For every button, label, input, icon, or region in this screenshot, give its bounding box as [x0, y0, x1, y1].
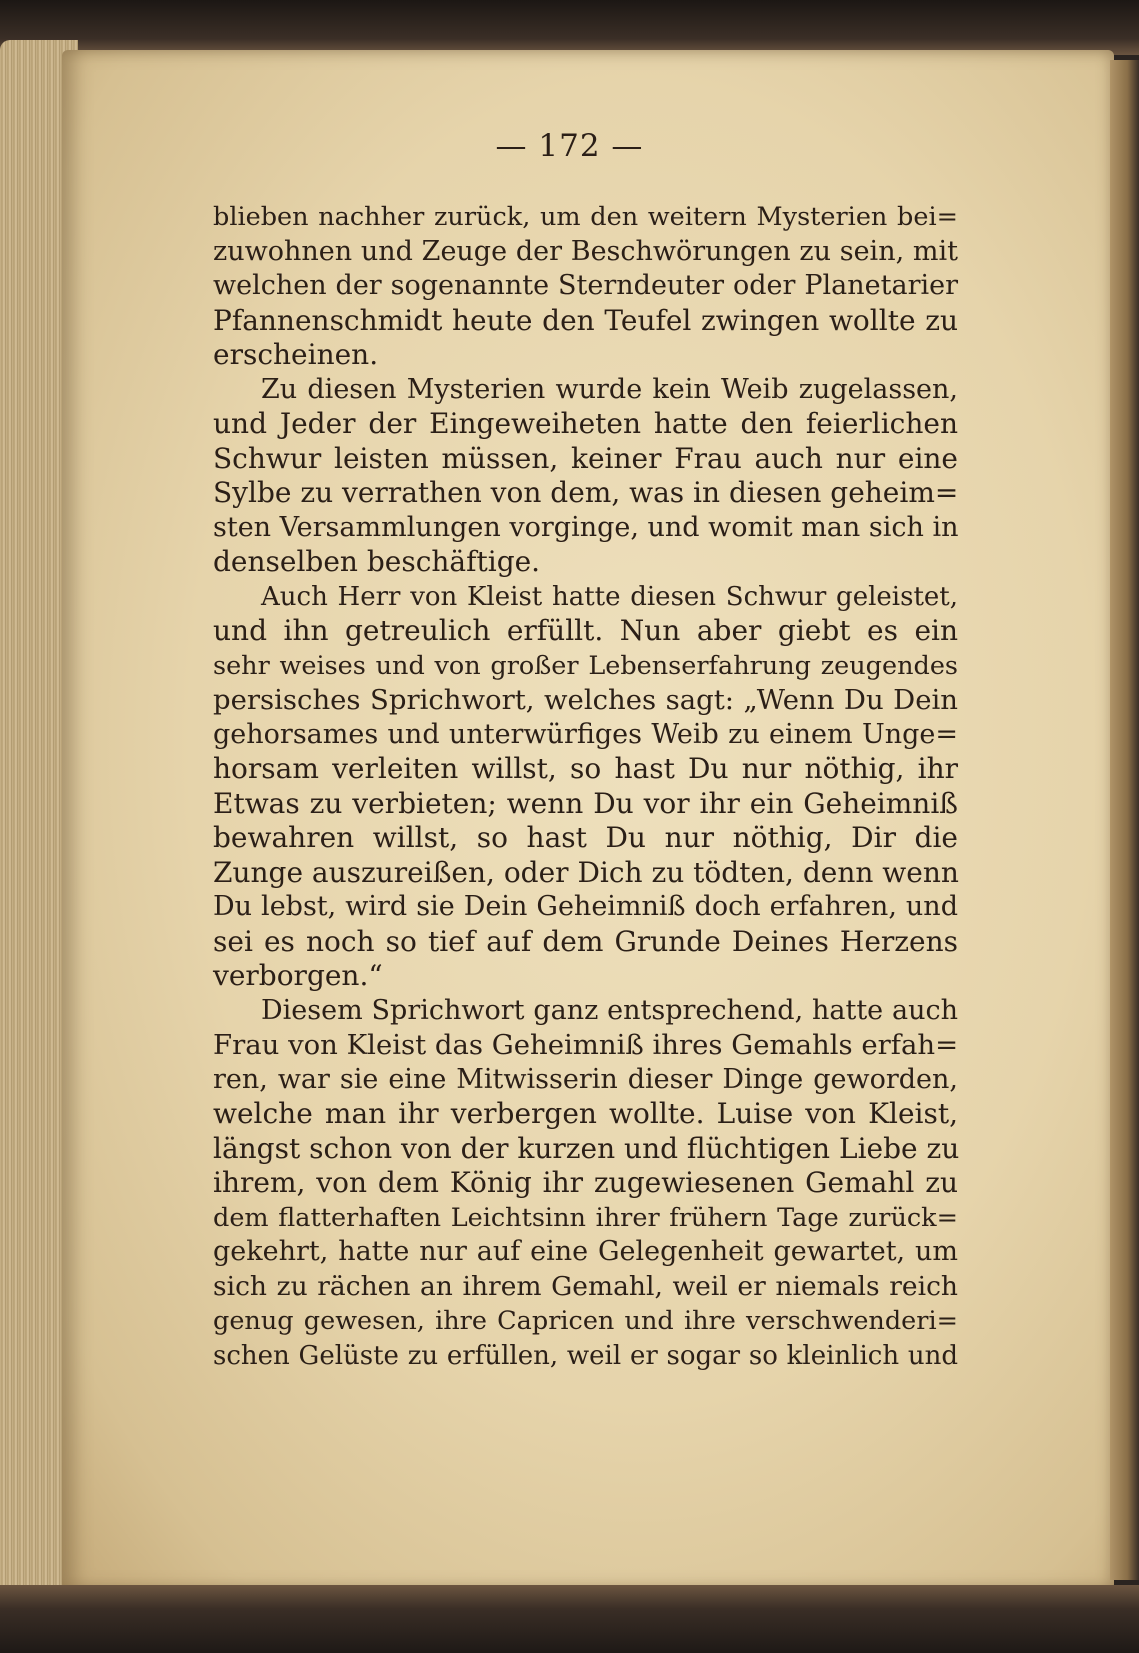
text-line: Schwur leisten müssen, keiner Frau auch nur eine — [213, 441, 958, 475]
text-line: genug gewesen, ihre Capricen und ihre verschwenderi= — [213, 1306, 958, 1336]
text-line: Etwas zu verbieten; wenn Du vor ihr ein Geheimniß — [213, 786, 958, 820]
text-line: verborgen.“ — [213, 959, 383, 992]
text-line: erscheinen. — [213, 338, 379, 371]
book-binding-bottom — [0, 1585, 1139, 1653]
text-line: sehr weises und von großer Lebenserfahrung zeugendes — [213, 650, 958, 681]
text-line: denselben beschäftige. — [213, 545, 541, 578]
body-text — [213, 200, 958, 1373]
text-line: persisches Sprichwort, welches sagt: „Wenn Du Dein — [213, 684, 958, 716]
text-line: sten Versammlungen vorginge, und womit man sich in — [213, 511, 959, 543]
text-line: sich zu rächen an ihrem Gemahl, weil er niemals reich — [213, 1270, 958, 1302]
book-binding-top — [0, 0, 1139, 55]
text-line: welche man ihr verbergen wollte. Luise von Kleist, — [213, 1097, 958, 1130]
text-line: Sylbe zu verrathen von dem, was in diesen geheim= — [213, 476, 959, 509]
text-line: Zu diesen Mysterien wurde kein Weib zugelassen, — [261, 373, 958, 405]
text-line: Auch Herr von Kleist hatte diesen Schwur geleistet, — [261, 581, 958, 612]
text-line: Zunge auszureißen, oder Dich zu tödten, denn wenn — [213, 855, 959, 889]
text-line: ihrem, von dem König ihr zugewiesenen Gemahl zu — [213, 1166, 958, 1199]
text-line: dem flatterhaften Leichtsinn ihrer frühern Tage zurück= — [213, 1202, 958, 1233]
page-edge-right — [1110, 60, 1139, 1580]
text-line: horsam verleiten willst, so hast Du nur nöthig, ihr — [213, 752, 958, 785]
text-line: schen Gelüste zu erfüllen, weil er sogar so kleinlich und — [213, 1340, 958, 1371]
text-line: sei es noch so tief auf dem Grunde Deines Herzens — [213, 924, 958, 958]
text-line: und ihn getreulich erfüllt. Nun aber giebt es ein — [213, 614, 958, 647]
text-line: gekehrt, hatte nur auf eine Gelegenheit gewartet, um — [213, 1236, 958, 1267]
text-line: und Jeder der Eingeweiheten hatte den feierlichen — [213, 407, 958, 440]
text-line: welchen der sogenannte Sterndeuter oder Planetarier — [213, 270, 958, 301]
text-line: ren, war sie eine Mitwisserin dieser Dinge geworden, — [213, 1063, 958, 1095]
text-line: zuwohnen und Zeuge der Beschwörungen zu sein, mit — [213, 235, 958, 267]
text-line: längst schon von der kurzen und flüchtigen Liebe zu — [213, 1131, 960, 1165]
text-line: gehorsames und unterwürfiges Weib zu einem Unge= — [213, 718, 958, 750]
text-line: blieben nachher zurück, um den weitern Mysterien bei= — [213, 202, 958, 232]
text-line: Du lebst, wird sie Dein Geheimniß doch erfahren, und — [213, 891, 958, 922]
text-line: bewahren willst, so hast Du nur nöthig, Dir die — [213, 821, 958, 854]
text-line: Pfannenschmidt heute den Teufel zwingen wollte zu — [213, 303, 958, 337]
text-line: Diesem Sprichwort ganz entsprechend, hatte auch — [261, 994, 958, 1026]
text-line: Frau von Kleist das Geheimniß ihres Gemahls erfah= — [213, 1029, 959, 1061]
page-number: — 172 — — [495, 128, 644, 164]
